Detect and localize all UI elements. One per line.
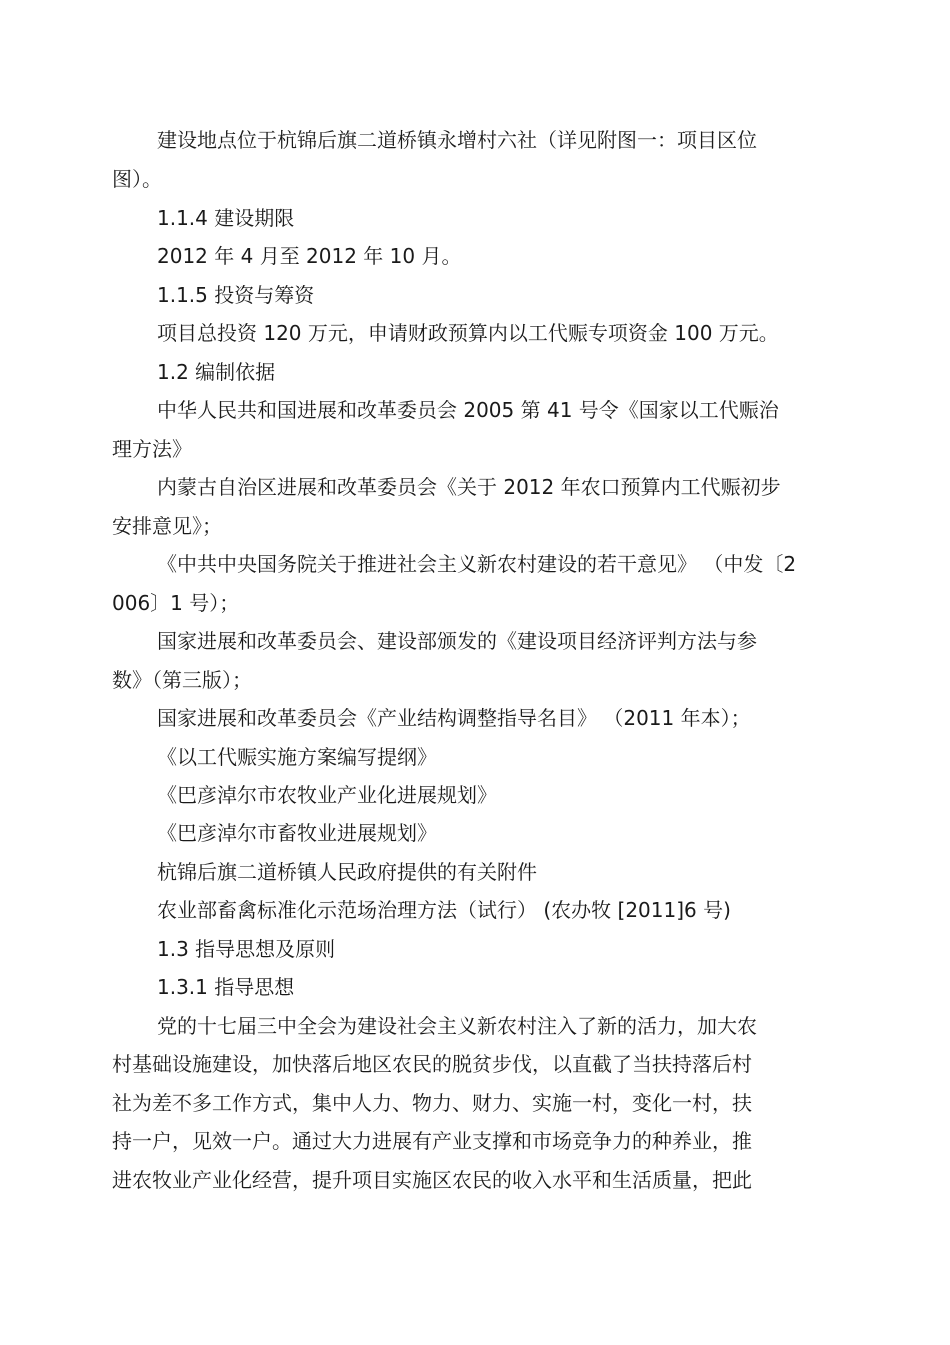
paragraph-line-6: 村基础设施建设，加快落后地区农民的脱贫步伐，以直截了当扶持落后村 <box>112 1052 752 1076</box>
reference-line-7: 国家进展和改革委员会、建设部颁发的《建设项目经济评判方法与参 <box>157 629 757 653</box>
section-heading-1-1-4: 1.1.4 建设期限 <box>157 206 295 230</box>
paragraph-line-8: 持一户，见效一户。通过大力进展有产业支撑和市场竞争力的种养业，推 <box>112 1129 752 1153</box>
paragraph-line-2: 图）。 <box>112 167 162 191</box>
reference-line-10: 《以工代赈实施方案编写提纲》 <box>157 745 437 769</box>
section-heading-1-3: 1.3 指导思想及原则 <box>157 937 336 961</box>
reference-line-8: 数》（第三版）； <box>112 668 252 692</box>
reference-line-4: 安排意见》； <box>112 514 222 538</box>
reference-line-14: 农业部畜禽标准化示范场治理方法（试行） (农办牧 [2011]6 号) <box>157 898 731 922</box>
reference-line-3: 内蒙古自治区进展和改革委员会《关于 2012 年农口预算内工代赈初步 <box>157 475 781 499</box>
reference-line-13: 杭锦后旗二道桥镇人民政府提供的有关附件 <box>157 860 537 884</box>
reference-line-5: 《中共中央国务院关于推进社会主义新农村建设的若干意见》 （中发〔2 <box>157 552 797 576</box>
reference-line-12: 《巴彦淖尔市畜牧业进展规划》 <box>157 821 437 845</box>
reference-line-1: 中华人民共和国进展和改革委员会 2005 第 41 号令《国家以工代赈治 <box>157 398 779 422</box>
paragraph-line-1: 建设地点位于杭锦后旗二道桥镇永增村六社（详见附图一：项目区位 <box>157 128 757 152</box>
reference-line-11: 《巴彦淖尔市农牧业产业化进展规划》 <box>157 783 497 807</box>
section-heading-1-3-1: 1.3.1 指导思想 <box>157 975 295 999</box>
reference-line-2: 理方法》 <box>112 437 192 461</box>
paragraph-line-4: 项目总投资 120 万元，申请财政预算内以工代赈专项资金 100 万元。 <box>157 321 779 345</box>
paragraph-line-5: 党的十七届三中全会为建设社会主义新农村注入了新的活力，加大农 <box>157 1014 757 1038</box>
paragraph-line-9: 进农牧业产业化经营，提升项目实施区农民的收入水平和生活质量，把此 <box>112 1168 752 1192</box>
paragraph-line-7: 社为差不多工作方式，集中人力、物力、财力、实施一村，变化一村，扶 <box>112 1091 752 1115</box>
section-heading-1-2: 1.2 编制依据 <box>157 360 276 384</box>
reference-line-6: 006〕1 号）； <box>112 591 240 615</box>
reference-line-9: 国家进展和改革委员会《产业结构调整指导名目》 （2011 年本）； <box>157 706 751 730</box>
section-heading-1-1-5: 1.1.5 投资与筹资 <box>157 283 315 307</box>
paragraph-line-3: 2012 年 4 月至 2012 年 10 月。 <box>157 244 462 268</box>
